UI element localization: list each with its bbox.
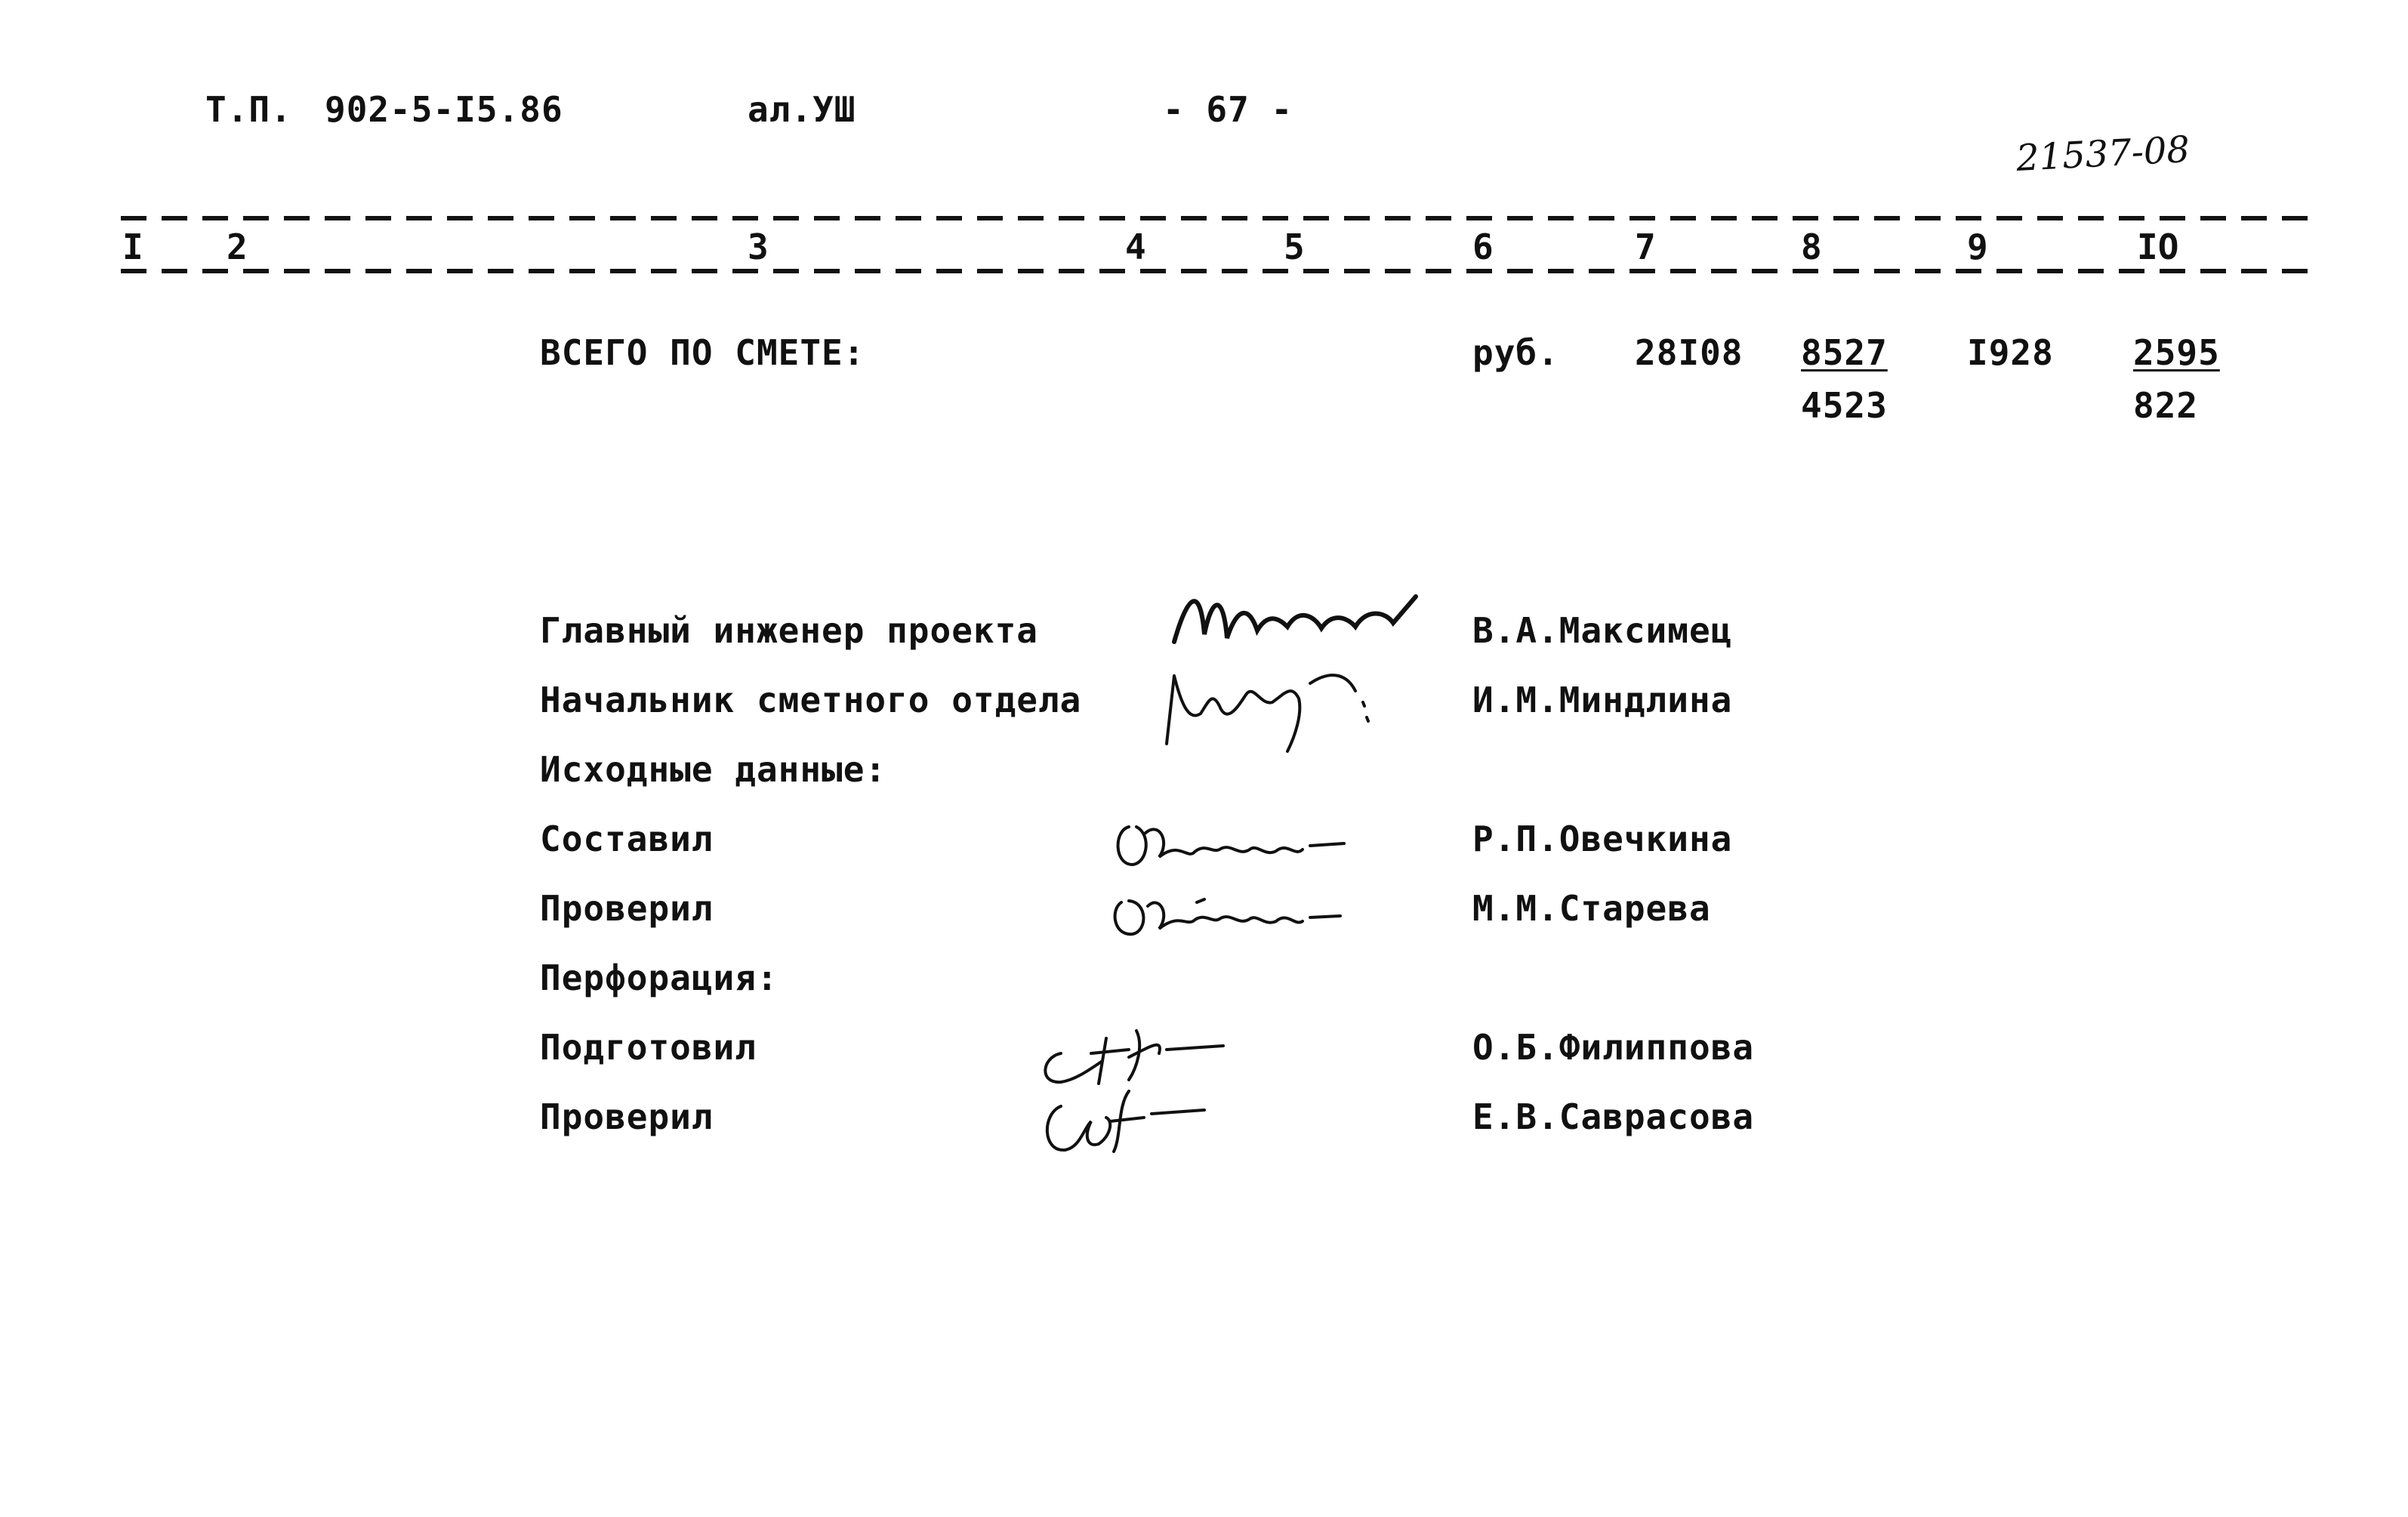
total-col10-top: 2595 <box>2133 332 2220 373</box>
role-label: Главный инженер проекта <box>540 610 1038 651</box>
handwritten-signature <box>1038 1076 1212 1159</box>
album-number: ал.УШ <box>748 89 856 130</box>
column-number: I <box>122 227 143 267</box>
role-label: Подготовил <box>540 1027 757 1068</box>
total-label: ВСЕГО ПО СМЕТЕ: <box>540 332 865 373</box>
total-col7: 28I08 <box>1635 332 1744 373</box>
signer-name: Р.П.Овечкина <box>1472 819 1733 859</box>
signer-name: В.А.Максимец <box>1472 610 1733 651</box>
handwritten-signature <box>1159 661 1378 759</box>
total-col8-bottom: 4523 <box>1801 385 1888 426</box>
code-prefix: Т.П. <box>205 89 292 130</box>
column-number: 5 <box>1284 227 1305 267</box>
column-number: 2 <box>227 227 248 267</box>
handwritten-signature <box>1106 880 1355 948</box>
signer-name: О.Б.Филиппова <box>1472 1027 1755 1068</box>
handwritten-signature <box>1106 812 1355 880</box>
column-number: 6 <box>1472 227 1494 267</box>
signer-name: Е.В.Саврасова <box>1472 1096 1755 1137</box>
section-heading: Исходные данные: <box>540 749 887 790</box>
total-col8-top: 8527 <box>1801 332 1888 373</box>
section-heading: Перфорация: <box>540 957 779 998</box>
rule-top <box>121 216 2311 220</box>
rule-bottom <box>121 269 2311 273</box>
column-number: 9 <box>1967 227 1988 267</box>
total-unit: руб. <box>1472 332 1559 373</box>
signer-name: И.М.Миндлина <box>1472 680 1733 720</box>
total-col9: I928 <box>1967 332 2054 373</box>
page-number: - 67 - <box>1163 89 1293 130</box>
column-number: 4 <box>1125 227 1146 267</box>
column-number: 3 <box>748 227 769 267</box>
column-number: 8 <box>1801 227 1822 267</box>
role-label: Проверил <box>540 888 714 929</box>
column-number: 7 <box>1635 227 1656 267</box>
document-code: 902-5-I5.86 <box>325 89 563 130</box>
archive-stamp: 21537-08 <box>2015 128 2191 180</box>
role-label: Проверил <box>540 1096 714 1137</box>
role-label: Составил <box>540 819 714 859</box>
column-number: IO <box>2137 227 2179 267</box>
role-label: Начальник сметного отдела <box>540 680 1082 720</box>
total-col10-bottom: 822 <box>2133 385 2199 426</box>
signer-name: М.М.Старева <box>1472 888 1711 929</box>
handwritten-signature <box>1167 581 1423 664</box>
